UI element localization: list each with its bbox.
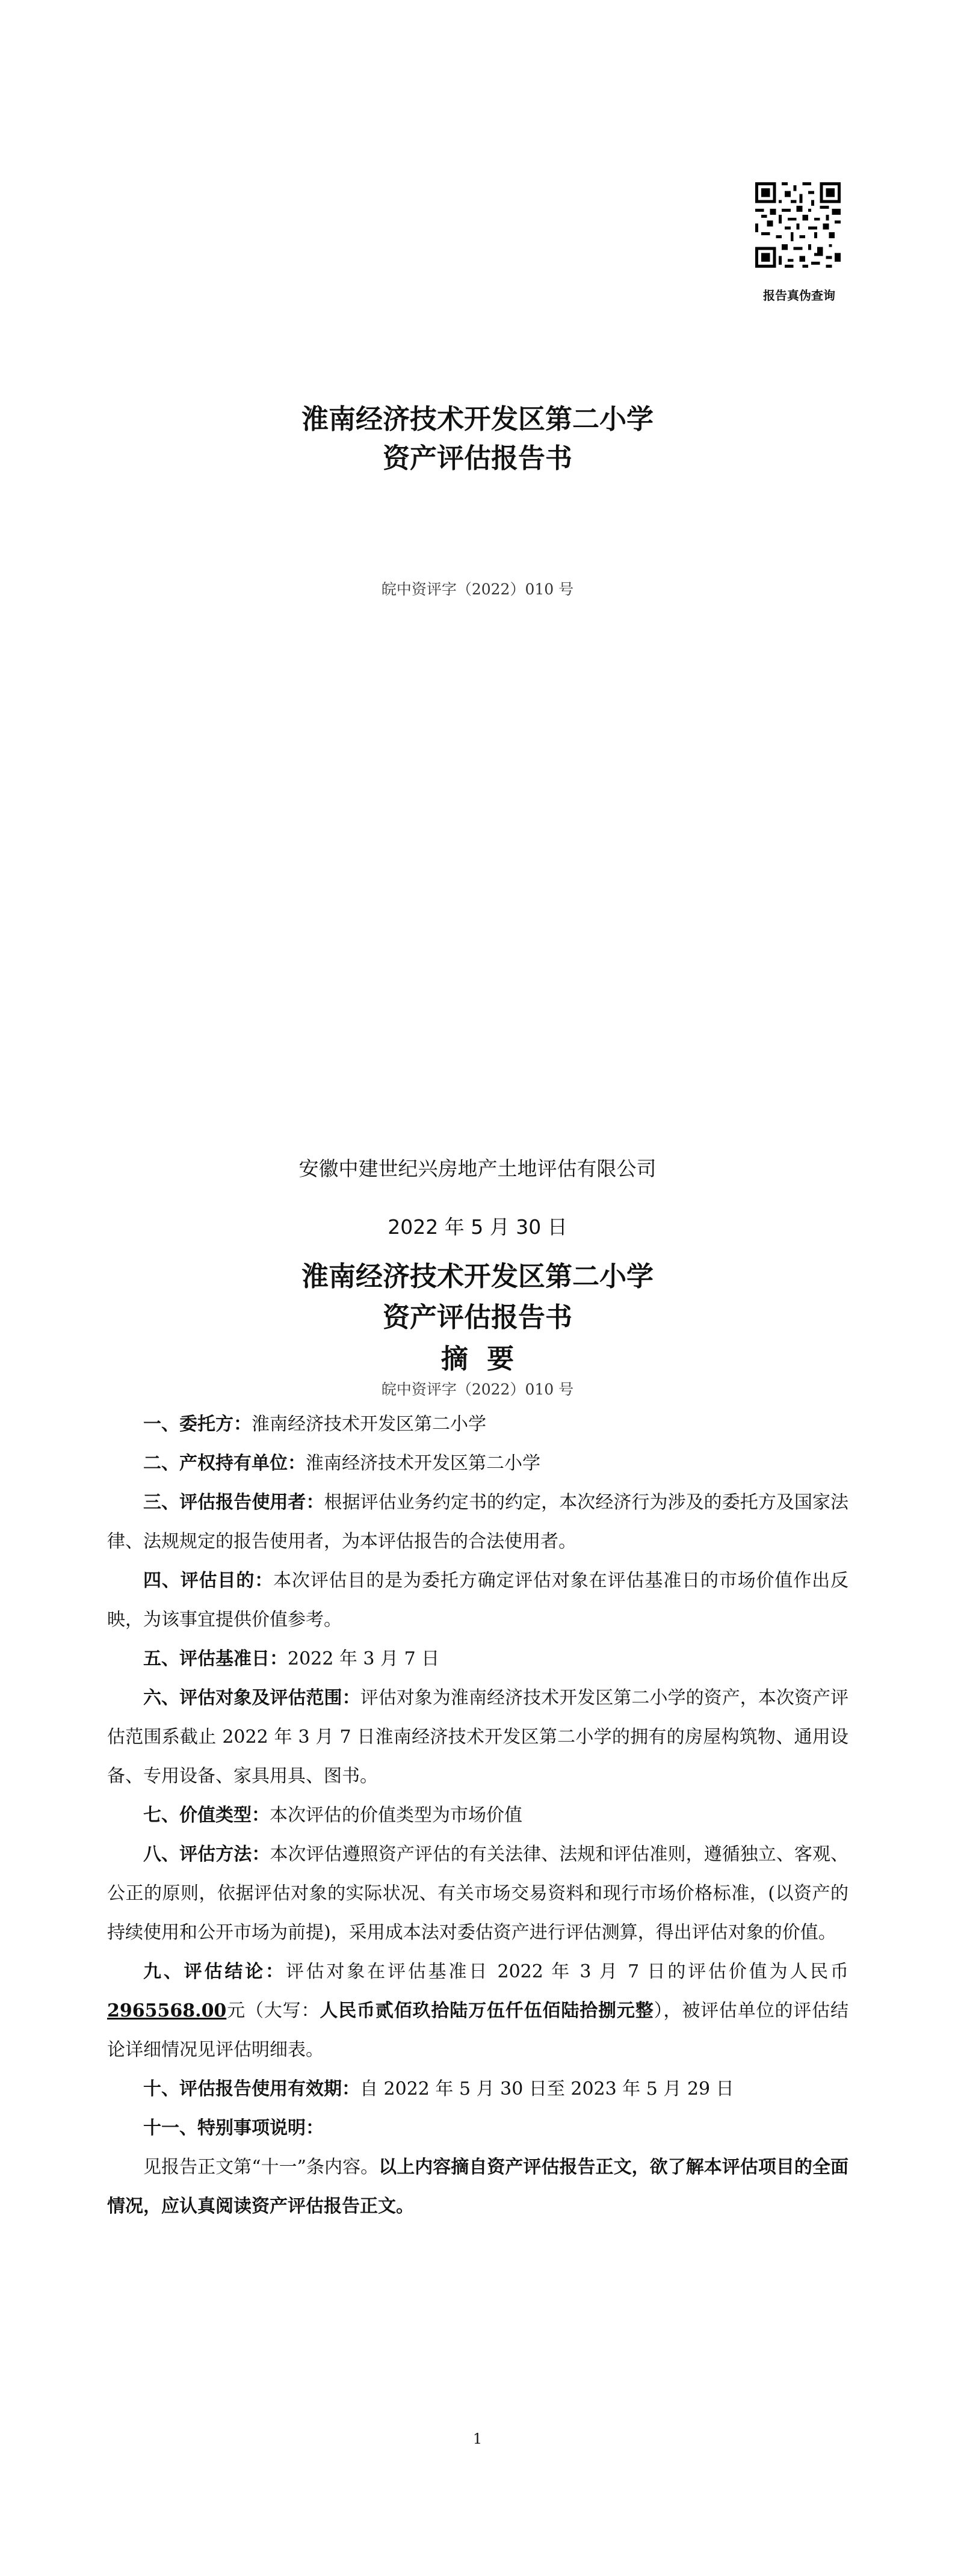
item-label: 七、价值类型： <box>143 1805 270 1826</box>
item-text: 根据评估业务约定书的约定，本次经济行为涉及的委托方及国家法律、法规规定的报告使用者，为本评估报告的合法使用者。 <box>107 1492 849 1552</box>
item-label: 八、评估方法： <box>143 1844 270 1865</box>
item-method <box>107 1835 848 1952</box>
qr-code[interactable] <box>755 182 841 268</box>
item-text: 淮南经济技术开发区第二小学 <box>252 1414 486 1435</box>
item-label: 十、评估报告使用有效期： <box>143 2078 360 2100</box>
qr-verify-label: 报告真伪查询 <box>763 288 835 303</box>
item-text: 评估对象为淮南经济技术开发区第二小学的资产，本次资产评估范围系截止 2022 年 3 月 7 日淮南经济技术开发区第二小学的拥有的房屋构筑物、通用设备、专用设备、家具用具、图书。 <box>107 1687 849 1787</box>
item-conclusion <box>107 1952 848 2069</box>
item-purpose <box>107 1561 848 1639</box>
summary-heading: 摘 要 <box>440 1343 515 1375</box>
item-text: 本次评估目的是为委托方确定评估对象在评估基准日的市场价值作出反映，为该事宜提供价值参考。 <box>107 1570 849 1630</box>
report-date: 2022 年 5 月 30 日 <box>388 1215 567 1239</box>
item-text: 自 2022 年 5 月 30 日至 2023 年 5 月 29 日 <box>360 2078 734 2100</box>
cover-title-line1: 淮南经济技术开发区第二小学 <box>301 403 654 435</box>
item-label: 五、评估基准日： <box>143 1648 288 1669</box>
item-label: 四、评估目的： <box>143 1570 274 1591</box>
item-base-date <box>107 1639 848 1678</box>
item-label: 二、产权持有单位： <box>143 1453 306 1474</box>
item-text: 本次评估遵照资产评估的有关法律、法规和评估准则，遵循独立、客观、公正的原则，依据评估对象的实际状况、有关市场交易资料和现行市场价格标准，(以资产的持续使用和公开市场为前提)，采用成本法对委估资产进行评估测算，得出评估对象的价值。 <box>107 1844 849 1943</box>
page-number: 1 <box>472 2430 483 2447</box>
cover-title-line2: 资产评估报告书 <box>382 442 572 474</box>
item-report-users <box>107 1483 848 1561</box>
cover-doc-number: 皖中资评字（2022）010 号 <box>381 581 574 598</box>
item-text: 2022 年 3 月 7 日 <box>288 1648 440 1669</box>
item-owner <box>107 1444 848 1483</box>
item-text: ），被评估单位的评估结论详细情况见评估明细表。 <box>107 2000 848 2060</box>
item-label: 十一、特别事项说明： <box>143 2118 324 2139</box>
valuation-amount-in-words: 人民币贰佰玖拾陆万伍仟伍佰陆拾捌元整 <box>320 2000 654 2021</box>
item-text: 元（大写： <box>226 2000 320 2021</box>
item-label: 一、委托方： <box>143 1414 252 1435</box>
item-text: 评估对象在评估基准日 2022 年 3 月 7 日的评估价值为人民币 <box>285 1961 848 1982</box>
item-text: 见报告正文第“十一”条内容。 <box>143 2157 379 2178</box>
item-text: 淮南经济技术开发区第二小学 <box>306 1453 540 1474</box>
company-name: 安徽中建世纪兴房地产土地评估有限公司 <box>298 1157 657 1180</box>
valuation-amount: 2965568.00 <box>107 2000 227 2021</box>
item-value-type <box>107 1796 848 1835</box>
item-validity <box>107 2069 848 2109</box>
item-scope <box>107 1678 848 1796</box>
summary-title-line1: 淮南经济技术开发区第二小学 <box>301 1260 654 1292</box>
item-label: 九、评估结论： <box>143 1961 286 1982</box>
item-text: 本次评估的价值类型为市场价值 <box>270 1805 522 1826</box>
item-client <box>107 1405 848 1444</box>
summary-doc-number: 皖中资评字（2022）010 号 <box>381 1381 574 1398</box>
summary-body <box>107 1405 848 2226</box>
cover-page <box>0 0 955 1203</box>
item-label: 三、评估报告使用者： <box>143 1492 324 1513</box>
summary-title-line2: 资产评估报告书 <box>382 1301 572 1333</box>
item-special-notes <box>107 2109 848 2148</box>
item-special-notes-text <box>107 2148 848 2226</box>
closing-statement: 以上内容摘自资产评估报告正文，欲了解本评估项目的全面情况，应认真阅读资产评估报告正文。 <box>107 2157 848 2217</box>
item-label: 六、评估对象及评估范围： <box>143 1687 360 1709</box>
